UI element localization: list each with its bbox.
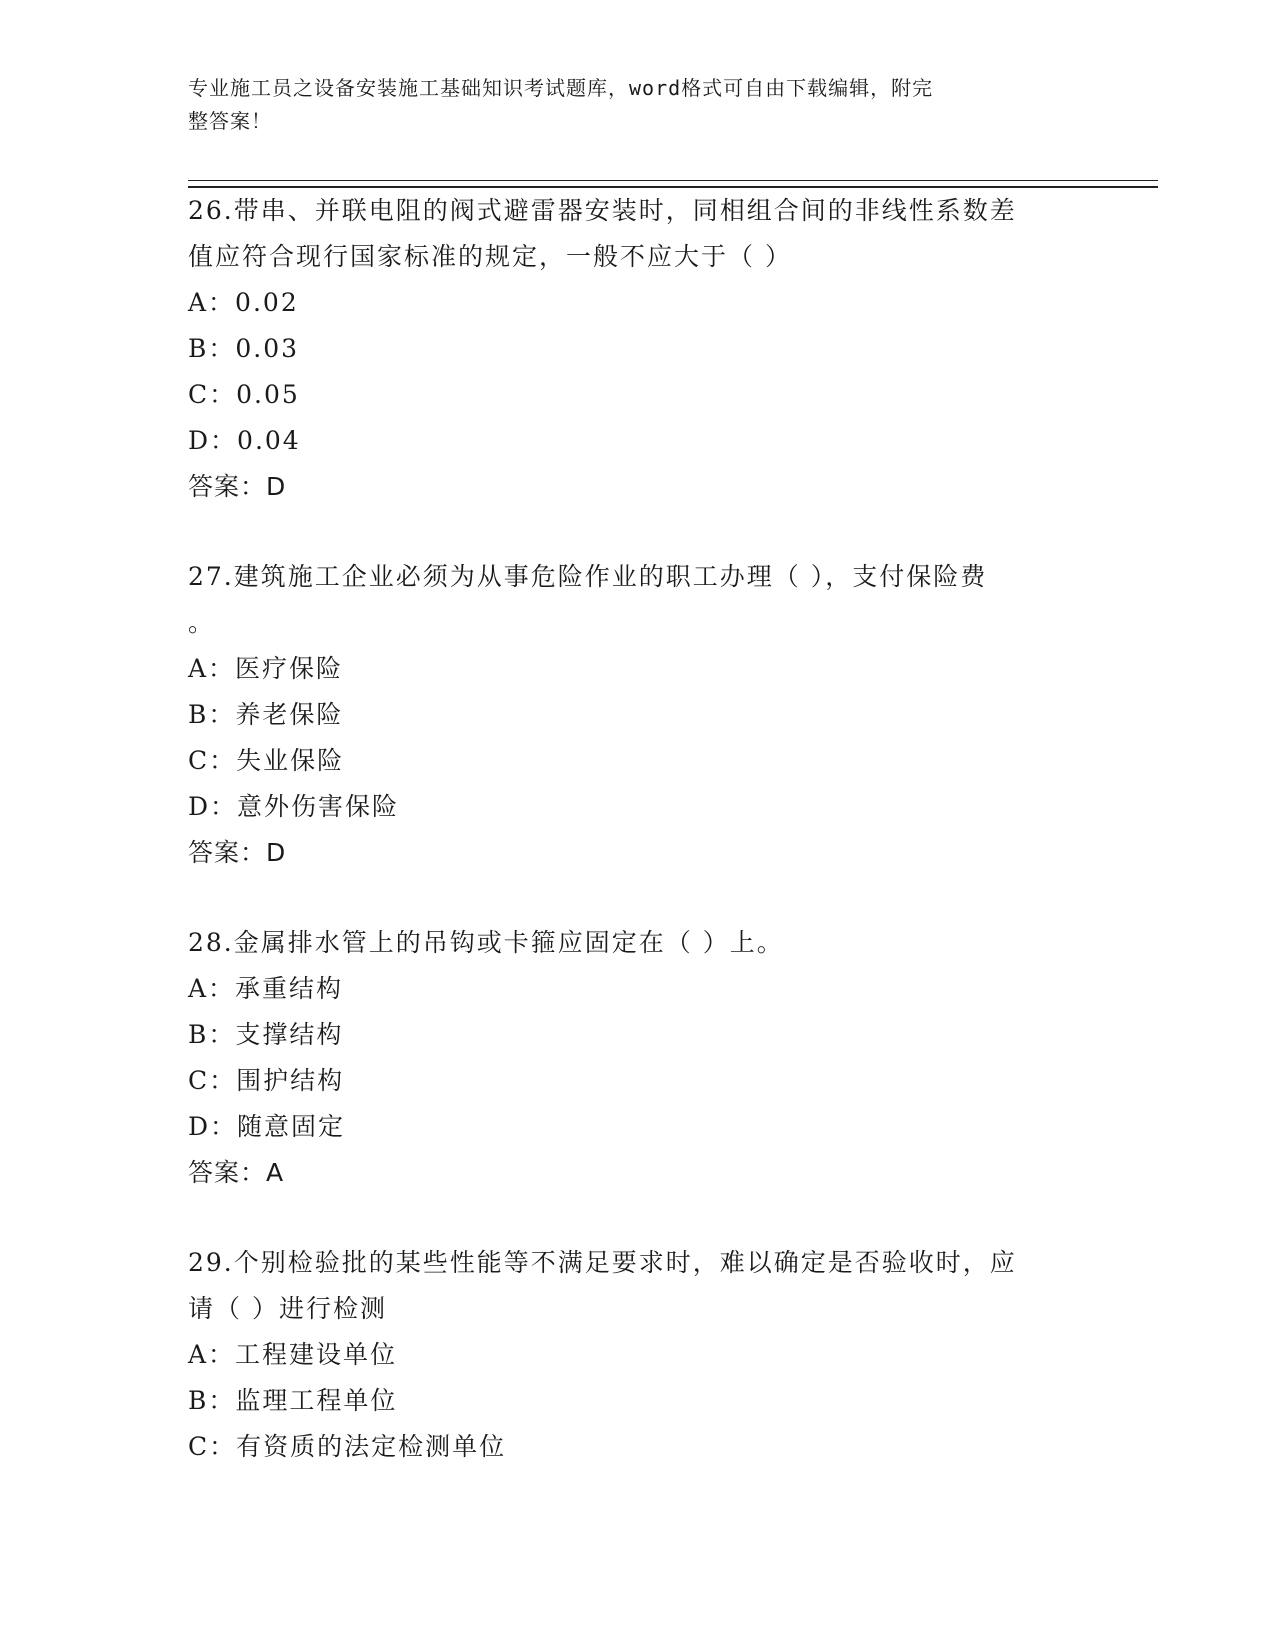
- option-c: C：失业保险: [188, 746, 345, 775]
- spacer: [188, 510, 1088, 554]
- question-29: [188, 1240, 1088, 1470]
- header-line-1: 专业施工员之设备安装施工基础知识考试题库，word格式可自由下载编辑，附完: [188, 76, 934, 100]
- option-d: D：随意固定: [188, 1112, 346, 1141]
- option-d: D：意外伤害保险: [188, 792, 400, 821]
- question-text-line: 。: [188, 608, 216, 637]
- question-text-line: 29.个别检验批的某些性能等不满足要求时，难以确定是否验收时，应: [188, 1248, 1017, 1277]
- option-b: B：支撑结构: [188, 1020, 344, 1049]
- option-a: A：医疗保险: [188, 654, 344, 683]
- option-c: C：0.05: [188, 380, 300, 409]
- question-28: [188, 920, 1088, 1196]
- question-27: [188, 554, 1088, 876]
- question-text-line: 26.带串、并联电阻的阀式避雷器安装时，同相组合间的非线性系数差: [188, 196, 1017, 225]
- question-26: [188, 188, 1088, 510]
- option-a: A：0.02: [188, 288, 299, 317]
- spacer: [188, 1196, 1088, 1240]
- option-b: B：0.03: [188, 334, 300, 363]
- document-header: [188, 72, 1068, 138]
- option-c: C：有资质的法定检测单位: [188, 1432, 507, 1461]
- answer: 答案：D: [188, 472, 287, 501]
- header-line-2: 整答案！: [188, 109, 272, 133]
- question-text-line: 28.金属排水管上的吊钩或卡箍应固定在（ ）上。: [188, 928, 784, 957]
- option-b: B：监理工程单位: [188, 1386, 398, 1415]
- spacer: [188, 876, 1088, 920]
- question-text-line: 值应符合现行国家标准的规定，一般不应大于（ ）: [188, 242, 792, 271]
- option-a: A：工程建设单位: [188, 1340, 398, 1369]
- option-d: D：0.04: [188, 426, 301, 455]
- option-c: C：围护结构: [188, 1066, 345, 1095]
- header-divider: [188, 180, 1158, 188]
- option-a: A：承重结构: [188, 974, 344, 1003]
- option-b: B：养老保险: [188, 700, 344, 729]
- answer: 答案：A: [188, 1158, 285, 1187]
- question-text-line: 27.建筑施工企业必须为从事危险作业的职工办理（ ），支付保险费: [188, 562, 988, 591]
- answer: 答案：D: [188, 838, 287, 867]
- question-list: [188, 188, 1088, 1470]
- question-text-line: 请（ ）进行检测: [188, 1294, 387, 1323]
